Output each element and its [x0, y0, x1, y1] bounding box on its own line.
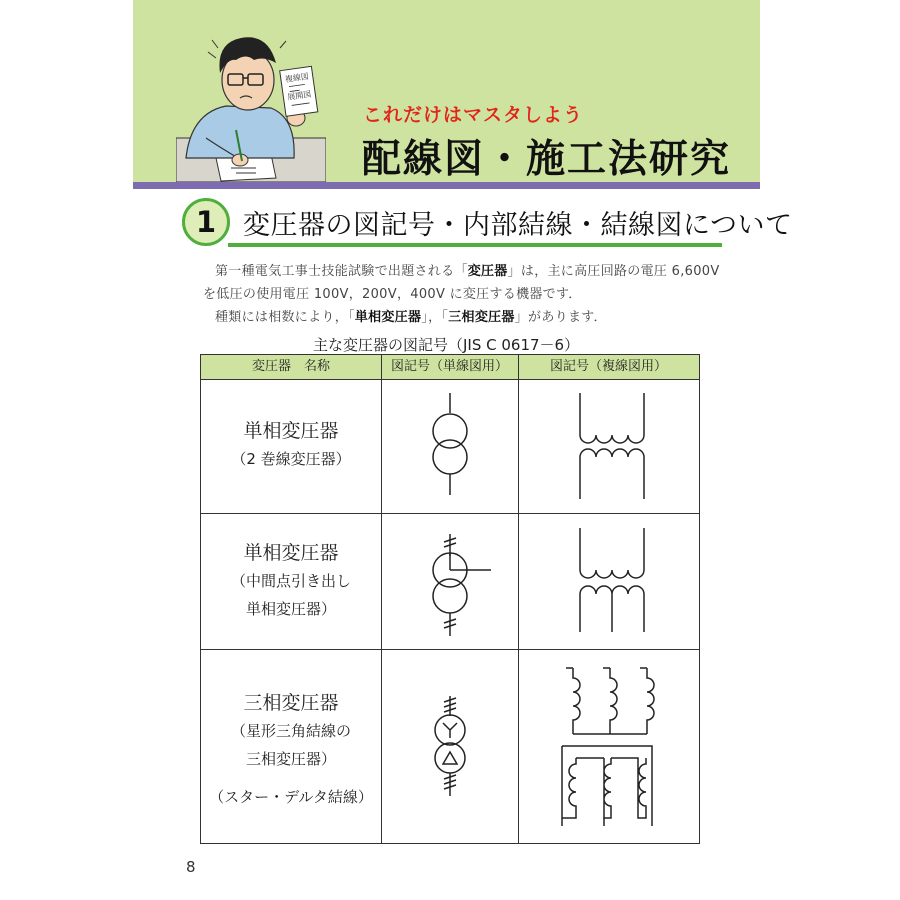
- intro-emphasis: 三相変圧器: [448, 310, 515, 325]
- table-row-single-phase: [201, 417, 381, 473]
- intro-text: 」は，主に高圧回路の電圧 6,600V: [507, 264, 720, 279]
- intro-emphasis: 変圧器: [467, 264, 508, 279]
- intro-emphasis: 単相変圧器: [354, 310, 422, 325]
- transformer-note: （2 巻線変圧器）: [231, 450, 351, 468]
- header-name: 変圧器 名称: [251, 359, 330, 374]
- transformer-note: 単相変圧器）: [245, 600, 336, 618]
- table-row-center-tap: [201, 539, 381, 623]
- chapter-title: 配線図・施工法研究: [362, 137, 732, 182]
- studying-man-illustration: [176, 18, 326, 182]
- header-single-line-symbol: 図記号（単線図用）: [390, 359, 508, 374]
- section-title: 変圧器の図記号・内部結線・結線図について: [243, 210, 793, 241]
- header-multi-line-symbol: 図記号（複線図用）: [549, 359, 667, 374]
- transformer-symbol-table: [200, 354, 700, 844]
- intro-text: 種類には相数により，「: [215, 310, 355, 325]
- center-tap-multi-line-symbol: [518, 514, 699, 649]
- transformer-note: （スター・デルタ結線）: [209, 788, 373, 806]
- table-header-row: [201, 355, 699, 380]
- intro-text: 」があります．: [514, 310, 607, 325]
- section-number-badge: 1: [182, 198, 230, 246]
- single-phase-multi-line-symbol: [518, 379, 699, 513]
- paper-line-2: 展開図: [286, 89, 312, 102]
- transformer-name: 単相変圧器: [243, 542, 339, 564]
- section-underline: [228, 243, 722, 247]
- three-phase-single-line-symbol: [381, 650, 518, 843]
- three-phase-multi-line-symbol: [518, 650, 699, 843]
- intro-line-2: を低圧の使用電圧 100V，200V，400V に変圧する機器です．: [203, 287, 582, 302]
- table-row-three-phase: [201, 689, 381, 811]
- chapter-subtitle: これだけはマスタしよう: [363, 104, 584, 126]
- transformer-note: （中間点引き出し: [230, 572, 351, 590]
- intro-text: 」，「: [421, 310, 449, 325]
- transformer-name: 単相変圧器: [243, 420, 339, 442]
- transformer-name: 三相変圧器: [243, 692, 339, 714]
- intro-line-3: [215, 306, 607, 325]
- single-phase-single-line-symbol: [381, 379, 518, 513]
- paper-line-1: 複線図: [284, 71, 310, 85]
- transformer-note: 三相変圧器）: [245, 750, 336, 768]
- intro-line-1: [215, 260, 720, 279]
- page-number: 8: [186, 858, 196, 876]
- table-caption: 主な変圧器の図記号（JIS C 0617－6）: [313, 336, 580, 354]
- intro-text: 第一種電気工事士技能試験で出題される「: [215, 264, 468, 279]
- center-tap-single-line-symbol: [381, 514, 518, 649]
- transformer-note: （星形三角結線の: [230, 722, 351, 740]
